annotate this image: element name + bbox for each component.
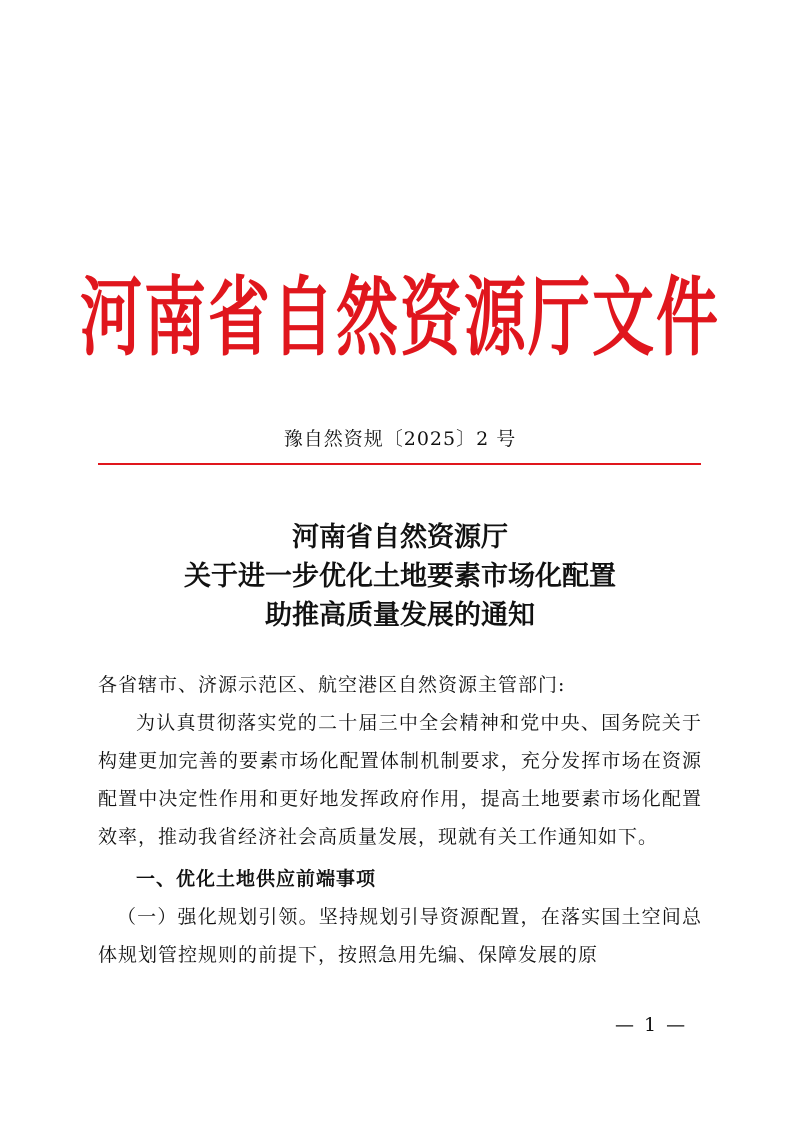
section-heading: 一、优化土地供应前端事项	[136, 868, 377, 890]
intro-paragraph: 为认真贯彻落实党的二十届三中全会精神和党中央、国务院关于构建更加完善的要素市场化配置体制机制要求，充分发挥市场在资源配置中决定性作用和更好地发挥政府作用，提高土地要素市场化配置效率，推动我省经济社会高质量发展，现就有关工作通知如下。	[98, 712, 702, 848]
document-title	[0, 518, 800, 635]
section-paragraph: （一）强化规划引领。坚持规划引导资源配置，在落实国土空间总体规划管控规则的前提下，按照急用先编、保障发展的原	[98, 906, 702, 966]
title-line-1: 河南省自然资源厅	[292, 522, 508, 553]
title-line-3: 助推高质量发展的通知	[265, 600, 535, 631]
red-divider-line	[98, 463, 701, 465]
masthead-title: 河南省自然资源厅文件	[79, 266, 720, 368]
document-body	[98, 666, 702, 974]
document-number: 豫自然资规〔2025〕2 号	[283, 428, 517, 450]
title-line-2: 关于进一步优化土地要素市场化配置	[184, 561, 616, 592]
salutation: 各省辖市、济源示范区、航空港区自然资源主管部门:	[98, 674, 566, 696]
page-number: — 1 —	[615, 1014, 688, 1036]
